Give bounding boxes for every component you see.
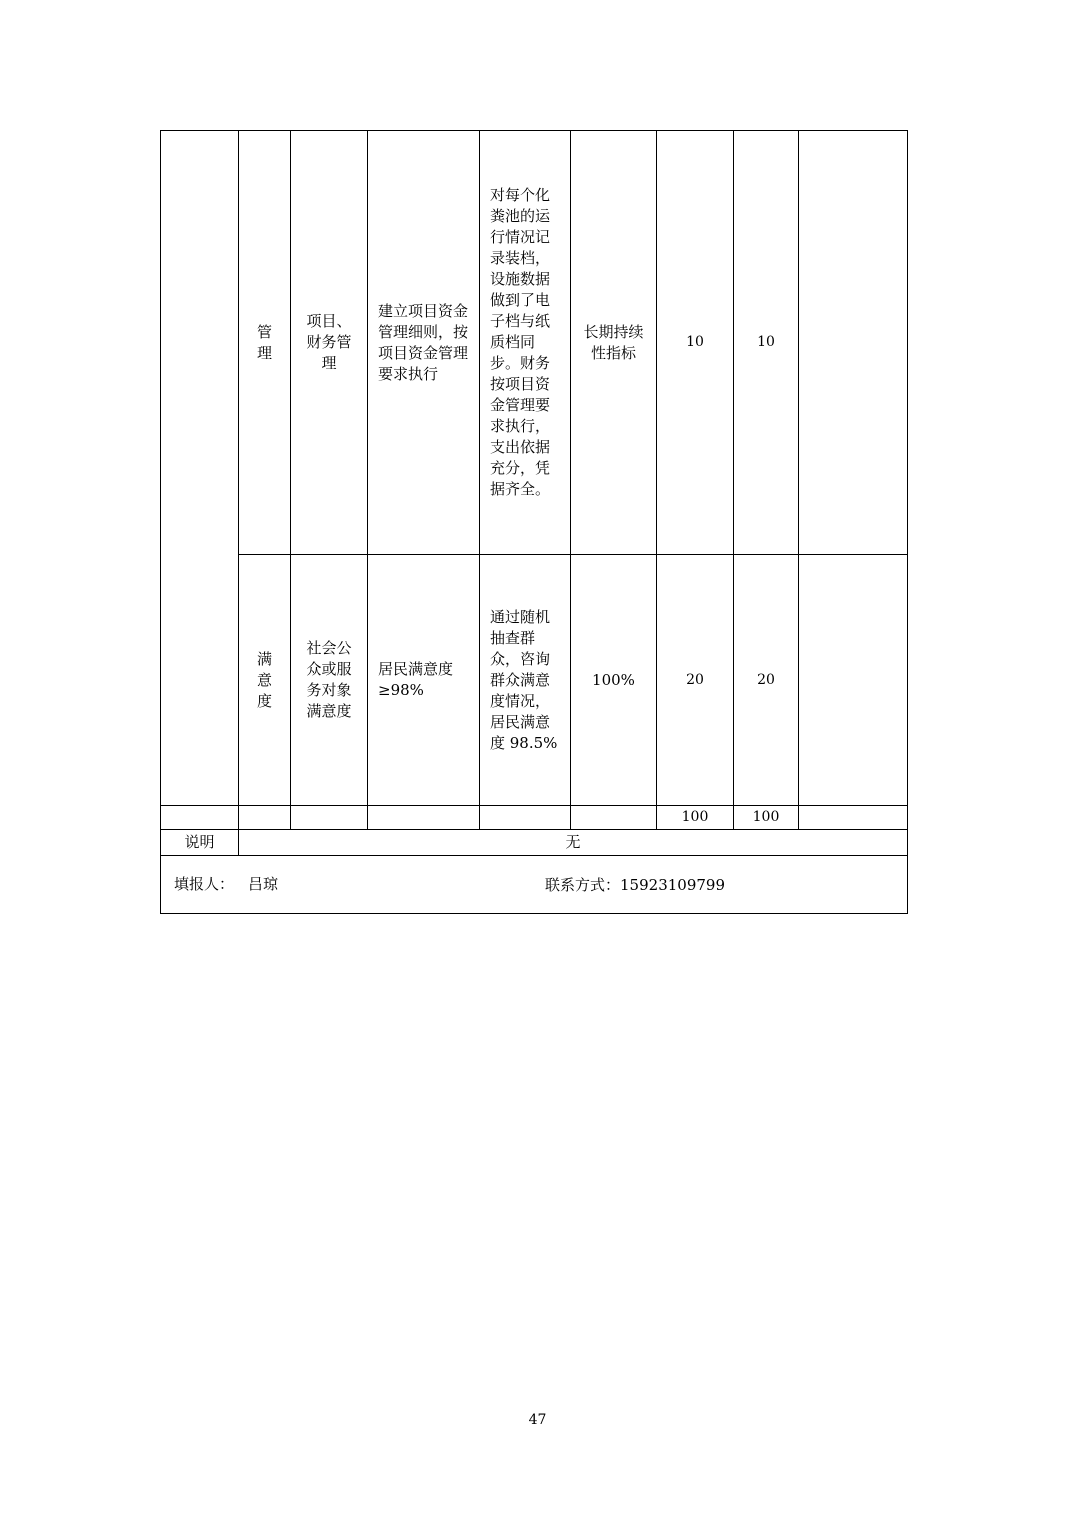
weight-text: 20 xyxy=(686,671,704,688)
total-score-cell xyxy=(734,806,799,830)
score-text: 20 xyxy=(757,671,775,688)
reporter-name: 吕琼 xyxy=(248,875,279,893)
performance-table xyxy=(160,130,908,914)
table-row xyxy=(161,131,908,555)
contact-info xyxy=(545,875,725,896)
empty-cell xyxy=(480,806,571,830)
total-row xyxy=(161,806,908,830)
contact-label: 联系方式： xyxy=(545,876,621,894)
remark-cell xyxy=(799,555,908,806)
target-text: 100% xyxy=(592,670,635,689)
note-value: 无 xyxy=(565,833,581,851)
weight-cell xyxy=(657,555,734,806)
empty-cell xyxy=(571,806,657,830)
total-weight: 100 xyxy=(681,809,709,825)
contact-value: 15923109799 xyxy=(620,876,725,894)
indicator-cell xyxy=(368,131,480,555)
note-row xyxy=(161,830,908,856)
sub-category-text: 社会公众或服务对象满意度 xyxy=(306,639,352,720)
category-text: 满意度 xyxy=(257,649,273,710)
sub-category-cell xyxy=(291,555,368,806)
remark-cell xyxy=(799,131,908,555)
completion-cell xyxy=(480,555,571,806)
empty-cell xyxy=(291,806,368,830)
score-cell xyxy=(734,131,799,555)
completion-text: 对每个化粪池的运行情况记录装档，设施数据做到了电子档与纸质档同步。财务按项目资金管理要求执行，支出依据充分，凭据齐全。 xyxy=(490,186,551,498)
note-label-cell xyxy=(161,830,239,856)
reporter-row xyxy=(161,856,908,914)
score-text: 10 xyxy=(757,334,775,350)
indicator-cell xyxy=(368,555,480,806)
reporter-label: 填报人： xyxy=(174,875,235,893)
target-text: 长期持续性指标 xyxy=(583,322,644,362)
empty-cell xyxy=(239,806,291,830)
category-text: 管理 xyxy=(257,322,273,362)
empty-cell xyxy=(368,806,480,830)
table-row xyxy=(161,555,908,806)
indicator-text: 建立项目资金管理细则，按项目资金管理要求执行 xyxy=(378,301,469,383)
category-cell xyxy=(239,131,291,555)
sub-category-text: 项目、财务管理 xyxy=(306,312,352,372)
indicator-text: 居民满意度≥98% xyxy=(378,660,454,699)
note-value-cell xyxy=(239,830,908,856)
empty-cell xyxy=(161,806,239,830)
total-score: 100 xyxy=(752,809,780,825)
category-cell xyxy=(239,555,291,806)
weight-cell xyxy=(657,131,734,555)
sub-category-cell xyxy=(291,131,368,555)
target-cell xyxy=(571,131,657,555)
merged-left-cell xyxy=(161,131,239,806)
completion-text: 通过随机抽查群众，咨询群众满意度情况，居民满意度 98.5% xyxy=(490,607,558,752)
total-weight-cell xyxy=(657,806,734,830)
note-label: 说明 xyxy=(184,833,215,851)
empty-cell xyxy=(799,806,908,830)
target-cell xyxy=(571,555,657,806)
score-cell xyxy=(734,555,799,806)
reporter-cell xyxy=(161,856,908,914)
weight-text: 10 xyxy=(686,334,704,350)
completion-cell xyxy=(480,131,571,555)
page-number: 47 xyxy=(528,1412,547,1428)
